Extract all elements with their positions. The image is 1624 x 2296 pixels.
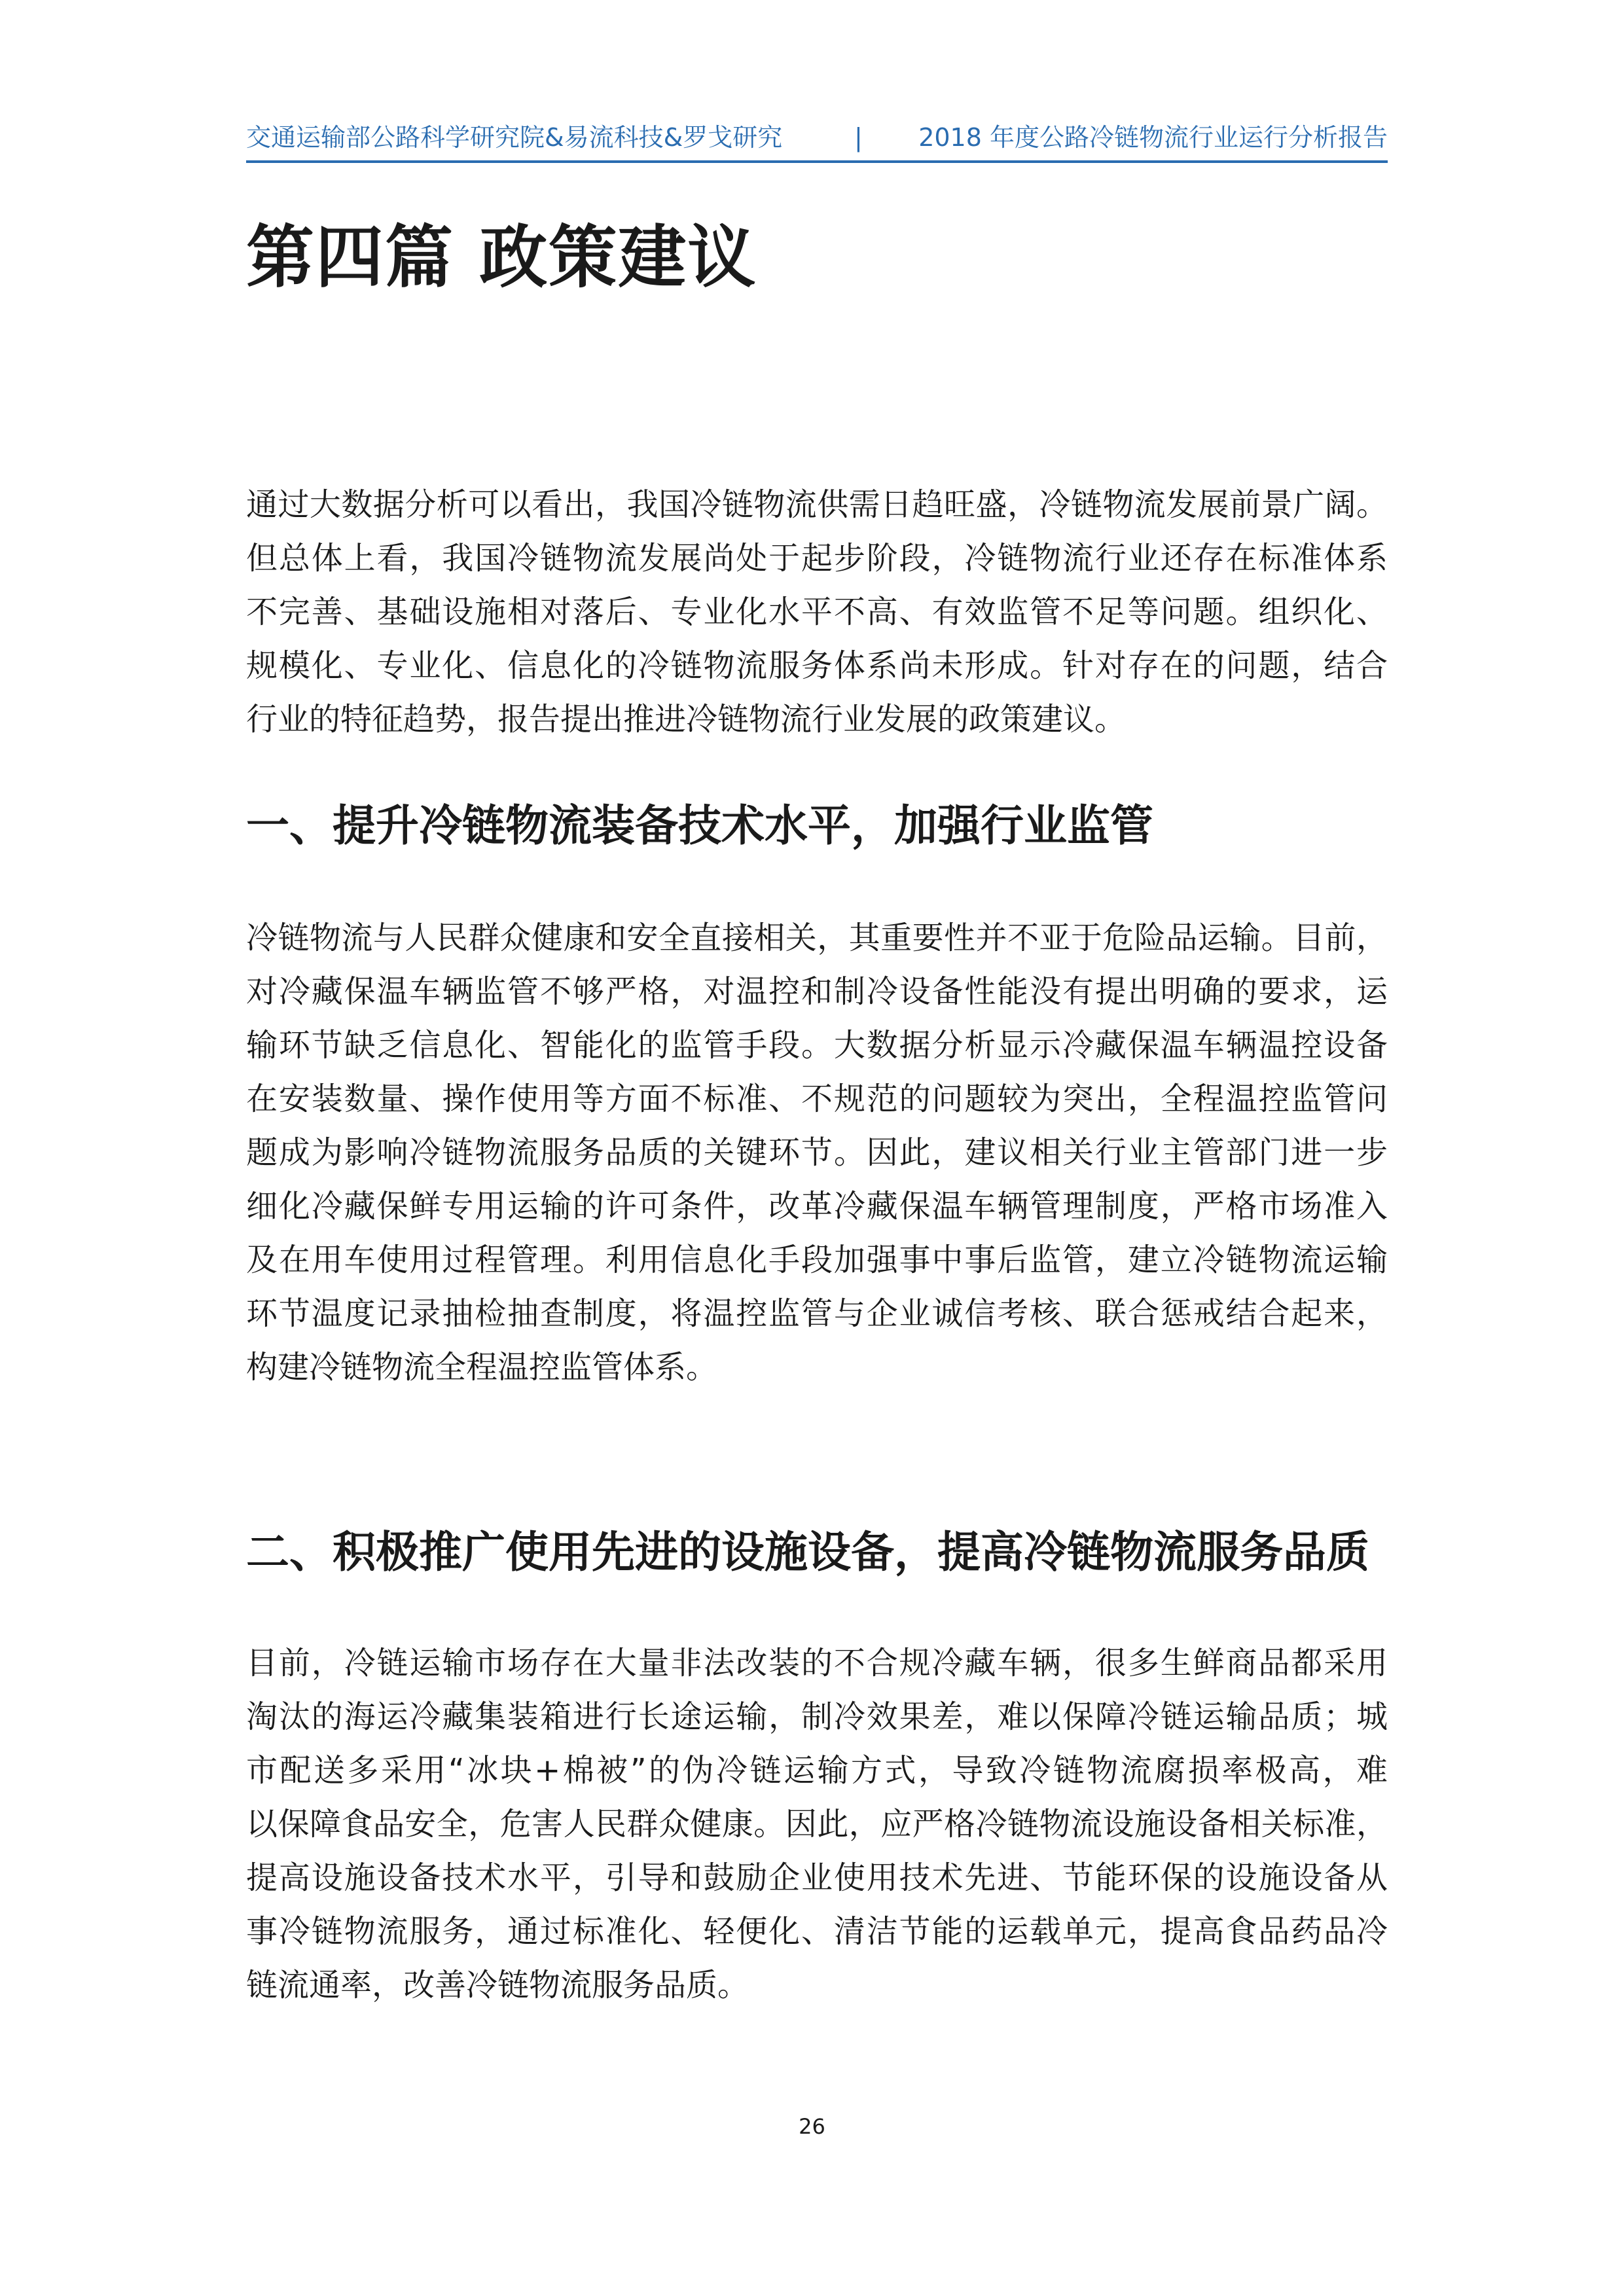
paragraph-line: 但总体上看，我国冷链物流发展尚处于起步阶段，冷链物流行业还存在标准体系 xyxy=(246,540,1388,577)
paragraph-line: 提高设施设备技术水平，引导和鼓励企业使用技术先进、节能环保的设施设备从 xyxy=(246,1859,1388,1896)
paragraph-line: 细化冷藏保鲜专用运输的许可条件，改革冷藏保温车辆管理制度，严格市场准入 xyxy=(246,1188,1388,1225)
paragraph-line: 事冷链物流服务，通过标准化、轻便化、清洁节能的运载单元，提高食品药品冷 xyxy=(246,1913,1388,1950)
paragraph-line: 在安装数量、操作使用等方面不标准、不规范的问题较为突出，全程温控监管问 xyxy=(246,1081,1388,1117)
paragraph-line: 构建冷链物流全程温控监管体系。 xyxy=(246,1349,718,1386)
paragraph-line: 规模化、专业化、信息化的冷链物流服务体系尚未形成。针对存在的问题，结合 xyxy=(246,647,1388,684)
header-rule xyxy=(246,160,1388,163)
paragraph-line: 及在用车使用过程管理。利用信息化手段加强事中事后监管，建立冷链物流运输 xyxy=(246,1242,1388,1278)
header-report-title: 2018 年度公路冷链物流行业运行分析报告 xyxy=(918,123,1388,152)
paragraph-line: 以保障食品安全，危害人民群众健康。因此，应严格冷链物流设施设备相关标准， xyxy=(246,1806,1388,1842)
paragraph-line: 行业的特征趋势，报告提出推进冷链物流行业发展的政策建议。 xyxy=(246,701,1127,738)
paragraph-line: 冷链物流与人民群众健康和安全直接相关，其重要性并不亚于危险品运输。目前， xyxy=(246,920,1388,956)
paragraph-line: 通过大数据分析可以看出，我国冷链物流供需日趋旺盛，冷链物流发展前景广阔。 xyxy=(246,486,1388,523)
paragraph-line: 市配送多采用“冰块+棉被”的伪冷链运输方式，导致冷链物流腐损率极高，难 xyxy=(246,1752,1388,1789)
paragraph-line: 输环节缺乏信息化、智能化的监管手段。大数据分析显示冷藏保温车辆温控设备 xyxy=(246,1027,1388,1064)
paragraph-line: 不完善、基础设施相对落后、专业化水平不高、有效监管不足等问题。组织化、 xyxy=(246,594,1388,630)
paragraph-line: 链流通率，改善冷链物流服务品质。 xyxy=(246,1967,749,2003)
header-separator: | xyxy=(854,123,863,152)
paragraph-line: 对冷藏保温车辆监管不够严格，对温控和制冷设备性能没有提出明确的要求，运 xyxy=(246,973,1388,1010)
part-title: 第四篇 政策建议 xyxy=(246,217,757,297)
section-2-title: 二、积极推广使用先进的设施设备，提高冷链物流服务品质 xyxy=(246,1527,1369,1577)
section-2-paragraph xyxy=(246,1636,1388,2012)
running-header xyxy=(246,117,1388,158)
header-institutions: 交通运输部公路科学研究院&易流科技&罗戈研究 xyxy=(246,123,783,152)
section-1-paragraph xyxy=(246,911,1388,1394)
intro-paragraph xyxy=(246,478,1388,746)
section-1-title: 一、提升冷链物流装备技术水平，加强行业监管 xyxy=(246,800,1153,851)
paragraph-line: 淘汰的海运冷藏集装箱进行长途运输，制冷效果差，难以保障冷链运输品质；城 xyxy=(246,1698,1388,1735)
paragraph-line: 题成为影响冷链物流服务品质的关键环节。因此，建议相关行业主管部门进一步 xyxy=(246,1134,1388,1171)
page-number: 26 xyxy=(799,2114,825,2139)
paragraph-line: 环节温度记录抽检抽查制度，将温控监管与企业诚信考核、联合惩戒结合起来， xyxy=(246,1295,1388,1332)
paragraph-line: 目前，冷链运输市场存在大量非法改装的不合规冷藏车辆，很多生鲜商品都采用 xyxy=(246,1645,1388,1681)
